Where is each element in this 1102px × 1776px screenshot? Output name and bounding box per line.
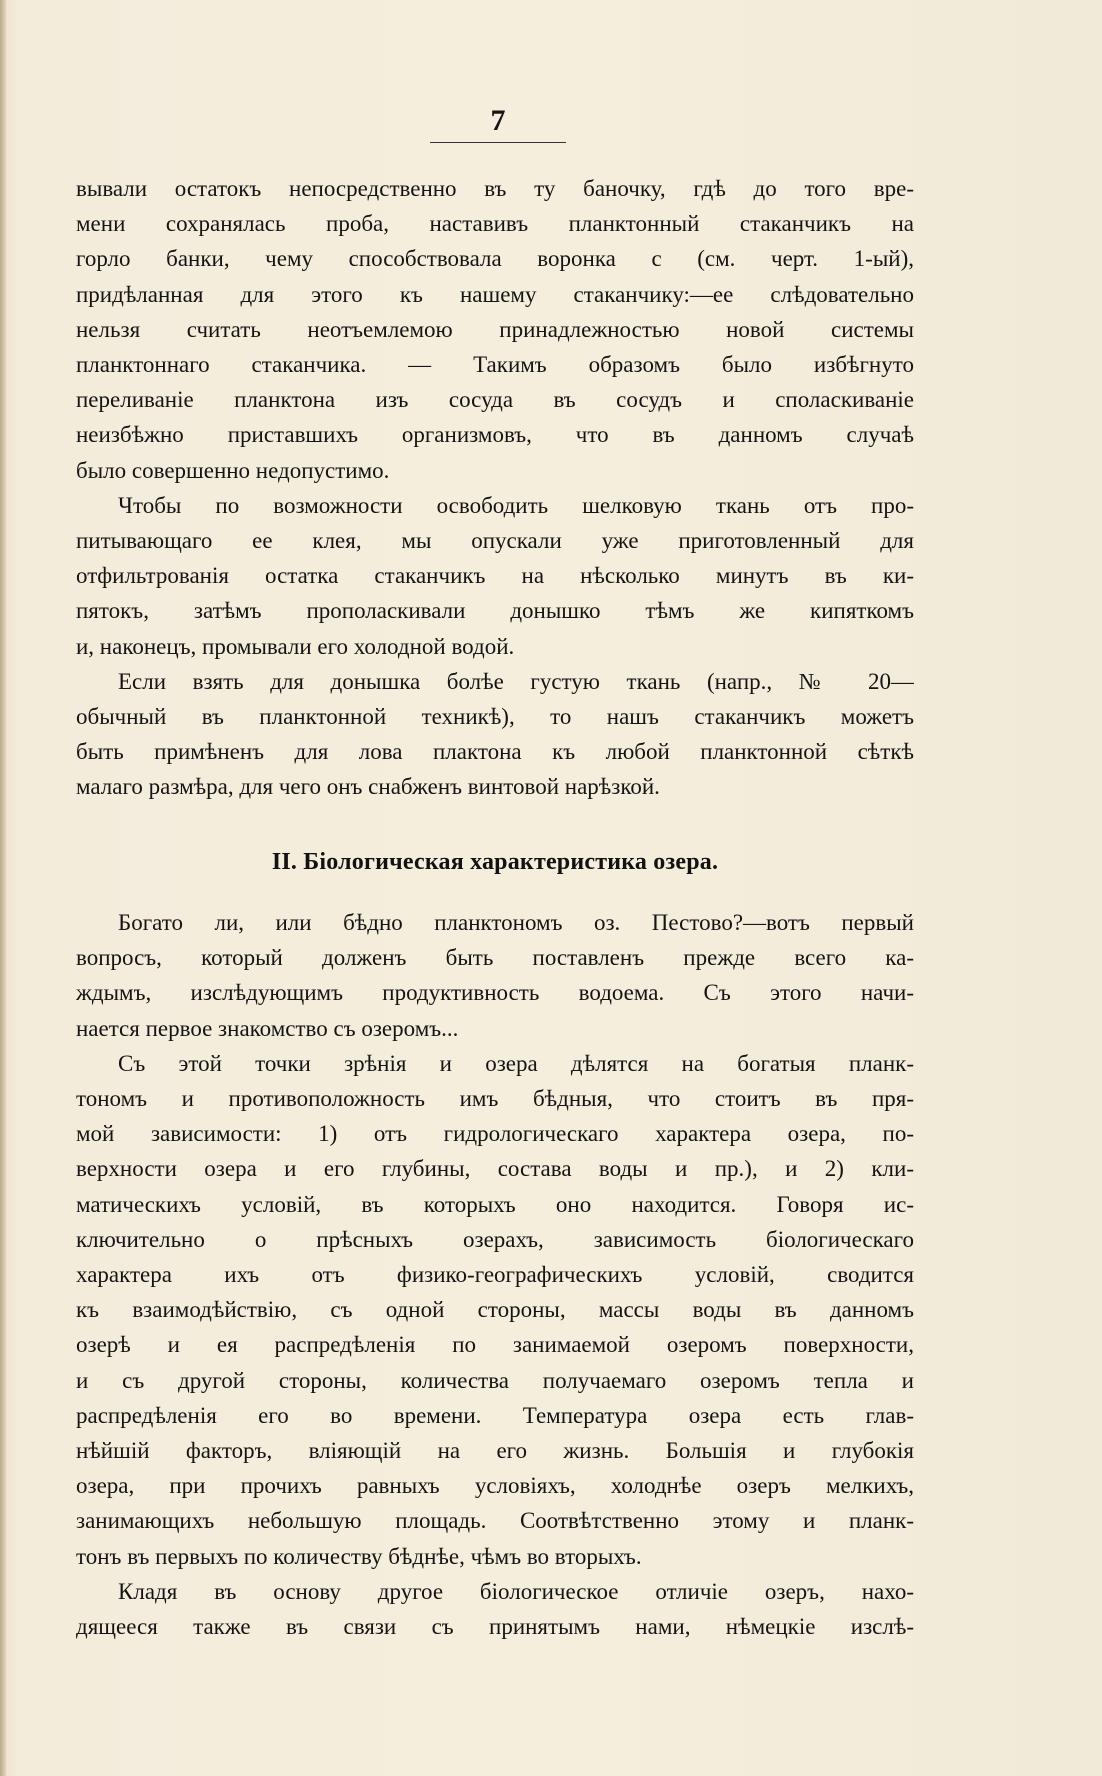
text-line: озера, при прочихъ равныхъ условіяхъ, холоднѣе озеръ мелкихъ, [76,1473,914,1499]
text-line: Съ этой точки зрѣнія и озера дѣлятся на богатыя планк- [118,1050,914,1076]
section-heading: II. Біологическая характеристика озера. [271,849,719,875]
text-line: верхности озера и его глубины, состава воды и пр.), и 2) кли- [76,1156,914,1182]
text-line: ждымъ, изслѣдующимъ продуктивность водоема. Съ этого начи- [76,980,914,1006]
text-line: быть примѣненъ для лова плактона къ любой планктонной сѣткѣ [76,739,914,765]
text-line: вывали остатокъ непосредственно въ ту баночку, гдѣ до того вре- [76,176,914,201]
page-binding-edge [0,0,6,1776]
text-line: ключительно о прѣсныхъ озерахъ, зависимость біологическаго [76,1226,914,1252]
text-line: отфильтрованія остатка стаканчикъ на нѣсколько минутъ въ ки- [76,563,914,589]
text-line: дящееся также въ связи съ принятымъ нами, нѣмецкіе изслѣ- [76,1614,914,1640]
text-line: къ взаимодѣйствію, съ одной стороны, массы воды въ данномъ [76,1297,914,1323]
text-line: нается первое знакомство съ озеромъ... [76,1015,459,1041]
text-line: обычный въ планктонной техникѣ), то нашъ стаканчикъ можетъ [76,704,914,730]
page-number: 7 [490,104,506,137]
text-line: занимающихъ небольшую площадь. Соотвѣтственно этому и планк- [76,1508,914,1534]
text-line: Кладя въ основу другое біологическое отличіе озеръ, нахо- [118,1578,914,1604]
text-line: планктоннаго стаканчика. — Такимъ образомъ было избѣгнуто [76,352,914,378]
text-line: мени сохранялась проба, наставивъ планктонный стаканчикъ на [76,211,914,237]
text-line: нельзя считать неотъемлемою принадлежностью новой системы [76,316,914,342]
text-line: и съ другой стороны, количества получаемаго озеромъ тепла и [76,1367,914,1393]
text-line: нѣйшій факторъ, вліяющій на его жизнь. Большія и глубокія [76,1438,914,1464]
text-line: малаго размѣра, для чего онъ снабженъ винтовой нарѣзкой. [76,774,660,800]
text-line: матическихъ условій, въ которыхъ оно находится. Говоря ис- [76,1191,914,1217]
text-block-top [76,171,914,805]
text-line: и, наконецъ, промывали его холодной водой. [76,633,515,659]
text-block-bottom [76,905,914,1644]
text-line: характера ихъ отъ физико-географическихъ условій, сводится [76,1262,914,1288]
text-line: тонъ въ первыхъ по количеству бѣднѣе, чѣмъ во вторыхъ. [76,1543,642,1569]
text-line: Чтобы по возможности освободить шелковую ткань отъ про- [118,492,914,518]
text-line: пятокъ, затѣмъ прополаскивали донышко тѣмъ же кипяткомъ [76,598,914,624]
text-line: придѣланная для этого къ нашему стаканчику:—ее слѣдовательно [76,281,914,307]
page-number-container [430,102,566,143]
text-line: тономъ и противоположность имъ бѣдныя, что стоитъ въ пря- [76,1086,914,1112]
text-line: переливаніе планктона изъ сосуда въ сосудъ и споласкиваніе [76,387,914,413]
text-line: питывающаго ее клея, мы опускали уже приготовленный для [76,528,914,554]
text-line: вопросъ, который долженъ быть поставленъ прежде всего ка- [76,945,914,971]
text-line: было совершенно недопустимо. [76,457,390,483]
text-line: озерѣ и ея распредѣленія по занимаемой озеромъ поверхности, [76,1332,914,1358]
text-line: горло банки, чему способствовала воронка c (см. черт. 1-ый), [76,246,914,272]
text-line: Если взять для донышка болѣе густую ткань (напр., № 20— [118,668,914,694]
text-line: распредѣленія его во времени. Температура озера есть глав- [76,1402,914,1428]
text-line: Богато ли, или бѣдно планктономъ оз. Пестово?—вотъ первый [118,910,914,935]
text-line: неизбѣжно приставшихъ организмовъ, что въ данномъ случаѣ [76,422,914,448]
text-line: мой зависимости: 1) отъ гидрологическаго характера озера, по- [76,1121,914,1147]
